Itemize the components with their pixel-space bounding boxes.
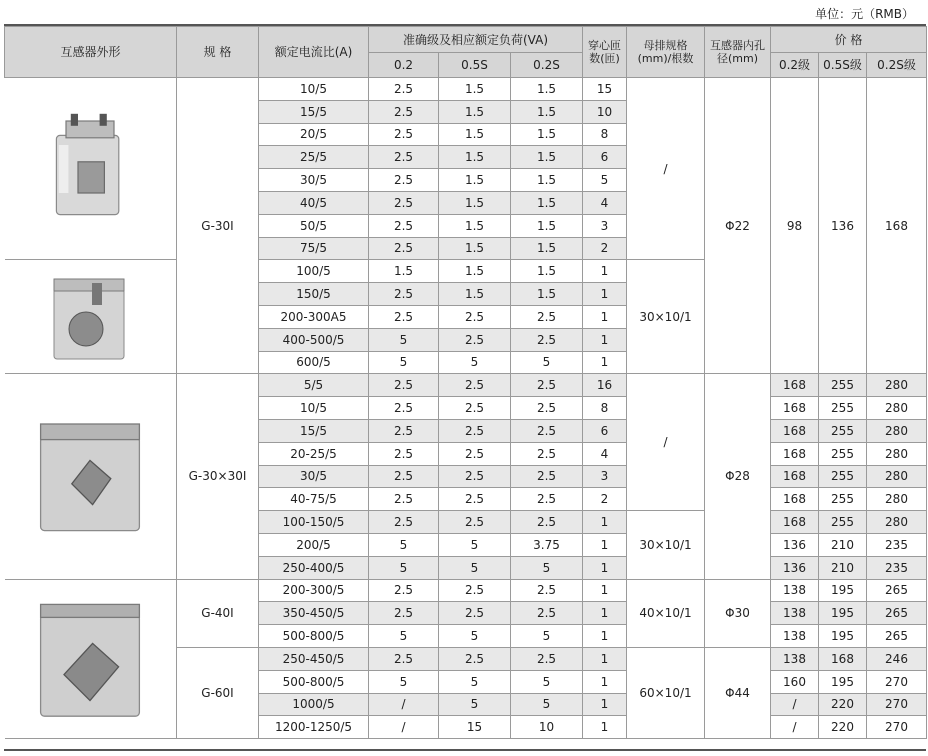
accuracy-0.5s-cell: 2.5 xyxy=(439,488,511,511)
price-0.2-cell: 138 xyxy=(771,579,819,602)
price-0.2-cell: 168 xyxy=(771,374,819,397)
accuracy-0.5s-cell: 1.5 xyxy=(439,78,511,101)
accuracy-0.2-cell: 2.5 xyxy=(369,579,439,602)
accuracy-0.5s-cell: 1.5 xyxy=(439,169,511,192)
turns-cell: 10 xyxy=(583,100,627,123)
accuracy-0.2-cell: 2.5 xyxy=(369,146,439,169)
header-bore: 互感器内孔径(mm) xyxy=(705,27,771,78)
accuracy-0.2-cell: 2.5 xyxy=(369,442,439,465)
accuracy-0.5s-cell: 2.5 xyxy=(439,647,511,670)
accuracy-0.2-cell: 2.5 xyxy=(369,100,439,123)
turns-cell: 1 xyxy=(583,305,627,328)
price-0.2s-cell: 265 xyxy=(867,625,927,648)
accuracy-0.5s-cell: 2.5 xyxy=(439,602,511,625)
price-0.2s-cell: 265 xyxy=(867,579,927,602)
accuracy-0.2s-cell: 3.75 xyxy=(511,533,583,556)
price-0.2s-cell: 235 xyxy=(867,533,927,556)
ratio-cell: 100-150/5 xyxy=(259,511,369,534)
price-0.5s-cell: 255 xyxy=(819,442,867,465)
busbar-cell: 60×10/1 xyxy=(627,647,705,738)
turns-cell: 1 xyxy=(583,670,627,693)
accuracy-0.2-cell: 2.5 xyxy=(369,511,439,534)
header-acc-0.2: 0.2 xyxy=(369,53,439,78)
turns-cell: 6 xyxy=(583,146,627,169)
turns-cell: 1 xyxy=(583,647,627,670)
accuracy-0.2s-cell: 2.5 xyxy=(511,328,583,351)
bore-cell: Φ22 xyxy=(705,78,771,374)
accuracy-0.2s-cell: 1.5 xyxy=(511,123,583,146)
current-transformer-large-window-icon xyxy=(25,589,155,729)
accuracy-0.2s-cell: 1.5 xyxy=(511,191,583,214)
price-0.2-cell: 168 xyxy=(771,442,819,465)
accuracy-0.2-cell: 2.5 xyxy=(369,397,439,420)
ratio-cell: 400-500/5 xyxy=(259,328,369,351)
accuracy-0.2s-cell: 2.5 xyxy=(511,602,583,625)
price-0.2s-cell: 235 xyxy=(867,556,927,579)
model-cell: G-30×30I xyxy=(177,374,259,579)
accuracy-0.2s-cell: 2.5 xyxy=(511,511,583,534)
price-0.2s-cell: 168 xyxy=(867,78,927,374)
accuracy-0.2s-cell: 1.5 xyxy=(511,237,583,260)
accuracy-0.2s-cell: 1.5 xyxy=(511,100,583,123)
accuracy-0.2-cell: 2.5 xyxy=(369,78,439,101)
accuracy-0.2-cell: 2.5 xyxy=(369,647,439,670)
price-0.2-cell: 168 xyxy=(771,465,819,488)
price-0.2s-cell: 246 xyxy=(867,647,927,670)
accuracy-0.2-cell: 5 xyxy=(369,670,439,693)
accuracy-0.2s-cell: 1.5 xyxy=(511,169,583,192)
accuracy-0.2-cell: 5 xyxy=(369,625,439,648)
header-price-0.2: 0.2级 xyxy=(771,53,819,78)
price-0.5s-cell: 136 xyxy=(819,78,867,374)
current-transformer-square-window-icon xyxy=(25,391,155,561)
price-0.5s-cell: 210 xyxy=(819,533,867,556)
accuracy-0.2s-cell: 2.5 xyxy=(511,374,583,397)
turns-cell: 4 xyxy=(583,191,627,214)
ratio-cell: 500-800/5 xyxy=(259,625,369,648)
accuracy-0.2-cell: 5 xyxy=(369,556,439,579)
accuracy-0.2-cell: 2.5 xyxy=(369,283,439,306)
accuracy-0.2s-cell: 1.5 xyxy=(511,214,583,237)
header-turns: 穿心匝数(匝) xyxy=(583,27,627,78)
accuracy-0.2s-cell: 5 xyxy=(511,556,583,579)
price-0.2s-cell: 270 xyxy=(867,693,927,716)
price-0.2s-cell: 280 xyxy=(867,397,927,420)
ratio-cell: 30/5 xyxy=(259,465,369,488)
header-price-0.2s: 0.2S级 xyxy=(867,53,927,78)
price-0.5s-cell: 255 xyxy=(819,397,867,420)
ratio-cell: 10/5 xyxy=(259,397,369,420)
turns-cell: 1 xyxy=(583,511,627,534)
ratio-cell: 15/5 xyxy=(259,100,369,123)
ratio-cell: 20/5 xyxy=(259,123,369,146)
turns-cell: 8 xyxy=(583,397,627,420)
spec-price-table xyxy=(4,26,927,739)
photo-cell xyxy=(5,260,177,374)
ratio-cell: 25/5 xyxy=(259,146,369,169)
price-0.2s-cell: 280 xyxy=(867,442,927,465)
price-0.5s-cell: 255 xyxy=(819,419,867,442)
header-price-group: 价 格 xyxy=(771,27,927,53)
bore-cell: Φ28 xyxy=(705,374,771,579)
header-acc-0.2s: 0.2S xyxy=(511,53,583,78)
table-row xyxy=(5,374,927,397)
ratio-cell: 30/5 xyxy=(259,169,369,192)
price-0.2s-cell: 280 xyxy=(867,374,927,397)
price-0.5s-cell: 255 xyxy=(819,374,867,397)
turns-cell: 3 xyxy=(583,465,627,488)
accuracy-0.5s-cell: 1.5 xyxy=(439,237,511,260)
header-acc-0.5s: 0.5S xyxy=(439,53,511,78)
ratio-cell: 75/5 xyxy=(259,237,369,260)
turns-cell: 5 xyxy=(583,169,627,192)
accuracy-0.2-cell: 2.5 xyxy=(369,374,439,397)
price-0.2-cell: 138 xyxy=(771,647,819,670)
accuracy-0.5s-cell: 1.5 xyxy=(439,260,511,283)
accuracy-0.2s-cell: 2.5 xyxy=(511,397,583,420)
accuracy-0.5s-cell: 5 xyxy=(439,556,511,579)
accuracy-0.5s-cell: 1.5 xyxy=(439,283,511,306)
accuracy-0.5s-cell: 2.5 xyxy=(439,465,511,488)
accuracy-0.2-cell: 2.5 xyxy=(369,488,439,511)
accuracy-0.2s-cell: 5 xyxy=(511,351,583,374)
price-0.5s-cell: 195 xyxy=(819,579,867,602)
price-0.2s-cell: 280 xyxy=(867,488,927,511)
price-0.2s-cell: 280 xyxy=(867,465,927,488)
price-0.2-cell: / xyxy=(771,716,819,739)
ratio-cell: 150/5 xyxy=(259,283,369,306)
price-0.2-cell: 160 xyxy=(771,670,819,693)
accuracy-0.2-cell: 2.5 xyxy=(369,123,439,146)
accuracy-0.2-cell: 1.5 xyxy=(369,260,439,283)
turns-cell: 1 xyxy=(583,328,627,351)
accuracy-0.2s-cell: 5 xyxy=(511,693,583,716)
turns-cell: 16 xyxy=(583,374,627,397)
price-0.2s-cell: 270 xyxy=(867,670,927,693)
photo-cell xyxy=(5,374,177,579)
turns-cell: 1 xyxy=(583,283,627,306)
accuracy-0.5s-cell: 1.5 xyxy=(439,191,511,214)
price-0.2-cell: 168 xyxy=(771,511,819,534)
accuracy-0.2-cell: 2.5 xyxy=(369,465,439,488)
price-0.2s-cell: 265 xyxy=(867,602,927,625)
turns-cell: 1 xyxy=(583,716,627,739)
ratio-cell: 600/5 xyxy=(259,351,369,374)
price-0.5s-cell: 195 xyxy=(819,625,867,648)
ratio-cell: 100/5 xyxy=(259,260,369,283)
header-ratio: 额定电流比(A) xyxy=(259,27,369,78)
price-0.5s-cell: 220 xyxy=(819,693,867,716)
header-accuracy-group: 准确级及相应额定负荷(VA) xyxy=(369,27,583,53)
accuracy-0.5s-cell: 5 xyxy=(439,670,511,693)
accuracy-0.2-cell: 5 xyxy=(369,328,439,351)
turns-cell: 2 xyxy=(583,237,627,260)
turns-cell: 1 xyxy=(583,579,627,602)
accuracy-0.2s-cell: 2.5 xyxy=(511,305,583,328)
ratio-cell: 200-300A5 xyxy=(259,305,369,328)
accuracy-0.2-cell: / xyxy=(369,716,439,739)
accuracy-0.2s-cell: 2.5 xyxy=(511,647,583,670)
turns-cell: 8 xyxy=(583,123,627,146)
price-0.2-cell: / xyxy=(771,693,819,716)
price-0.5s-cell: 168 xyxy=(819,647,867,670)
accuracy-0.2-cell: 5 xyxy=(369,533,439,556)
ratio-cell: 10/5 xyxy=(259,78,369,101)
current-transformer-small-icon xyxy=(30,94,150,244)
busbar-cell: 30×10/1 xyxy=(627,511,705,579)
ratio-cell: 15/5 xyxy=(259,419,369,442)
price-0.2-cell: 136 xyxy=(771,533,819,556)
table-header xyxy=(5,27,927,78)
price-0.2-cell: 136 xyxy=(771,556,819,579)
ratio-cell: 250-400/5 xyxy=(259,556,369,579)
accuracy-0.2s-cell: 1.5 xyxy=(511,260,583,283)
ratio-cell: 5/5 xyxy=(259,374,369,397)
header-price-0.5s: 0.5S级 xyxy=(819,53,867,78)
accuracy-0.2-cell: 2.5 xyxy=(369,237,439,260)
price-0.2-cell: 168 xyxy=(771,419,819,442)
header-shape: 互感器外形 xyxy=(5,27,177,78)
price-0.2-cell: 168 xyxy=(771,397,819,420)
accuracy-0.2-cell: 5 xyxy=(369,351,439,374)
busbar-cell: 40×10/1 xyxy=(627,579,705,647)
turns-cell: 1 xyxy=(583,260,627,283)
turns-cell: 1 xyxy=(583,351,627,374)
unit-label: 单位：元（RMB） xyxy=(815,7,914,21)
accuracy-0.5s-cell: 2.5 xyxy=(439,305,511,328)
accuracy-0.5s-cell: 2.5 xyxy=(439,397,511,420)
accuracy-0.2-cell: 2.5 xyxy=(369,602,439,625)
accuracy-0.2s-cell: 2.5 xyxy=(511,488,583,511)
accuracy-0.2s-cell: 2.5 xyxy=(511,579,583,602)
ratio-cell: 40-75/5 xyxy=(259,488,369,511)
accuracy-0.2s-cell: 10 xyxy=(511,716,583,739)
accuracy-0.5s-cell: 15 xyxy=(439,716,511,739)
turns-cell: 1 xyxy=(583,625,627,648)
accuracy-0.2-cell: 2.5 xyxy=(369,305,439,328)
price-0.5s-cell: 195 xyxy=(819,670,867,693)
accuracy-0.2s-cell: 1.5 xyxy=(511,146,583,169)
accuracy-0.2-cell: / xyxy=(369,693,439,716)
price-0.5s-cell: 255 xyxy=(819,488,867,511)
ratio-cell: 20-25/5 xyxy=(259,442,369,465)
accuracy-0.5s-cell: 5 xyxy=(439,693,511,716)
accuracy-0.5s-cell: 2.5 xyxy=(439,442,511,465)
turns-cell: 2 xyxy=(583,488,627,511)
ratio-cell: 200/5 xyxy=(259,533,369,556)
accuracy-0.5s-cell: 1.5 xyxy=(439,123,511,146)
turns-cell: 1 xyxy=(583,602,627,625)
table-row xyxy=(5,78,927,101)
table-body xyxy=(5,78,927,739)
accuracy-0.2s-cell: 2.5 xyxy=(511,419,583,442)
table-row xyxy=(5,579,927,602)
ratio-cell: 1000/5 xyxy=(259,693,369,716)
price-0.2-cell: 138 xyxy=(771,625,819,648)
header-model: 规 格 xyxy=(177,27,259,78)
accuracy-0.2s-cell: 2.5 xyxy=(511,465,583,488)
model-cell: G-30I xyxy=(177,78,259,374)
price-0.2s-cell: 280 xyxy=(867,511,927,534)
accuracy-0.2-cell: 2.5 xyxy=(369,191,439,214)
price-0.2-cell: 168 xyxy=(771,488,819,511)
accuracy-0.5s-cell: 5 xyxy=(439,533,511,556)
accuracy-0.2s-cell: 5 xyxy=(511,625,583,648)
model-cell: G-60I xyxy=(177,647,259,738)
price-0.5s-cell: 195 xyxy=(819,602,867,625)
accuracy-0.2s-cell: 5 xyxy=(511,670,583,693)
turns-cell: 15 xyxy=(583,78,627,101)
ratio-cell: 40/5 xyxy=(259,191,369,214)
header-busbar: 母排规格(mm)/根数 xyxy=(627,27,705,78)
accuracy-0.2s-cell: 1.5 xyxy=(511,283,583,306)
price-0.2s-cell: 270 xyxy=(867,716,927,739)
ratio-cell: 500-800/5 xyxy=(259,670,369,693)
price-0.2-cell: 138 xyxy=(771,602,819,625)
turns-cell: 1 xyxy=(583,556,627,579)
busbar-cell: / xyxy=(627,374,705,511)
photo-cell xyxy=(5,78,177,260)
accuracy-0.5s-cell: 2.5 xyxy=(439,374,511,397)
price-0.2-cell: 98 xyxy=(771,78,819,374)
ratio-cell: 50/5 xyxy=(259,214,369,237)
ratio-cell: 250-450/5 xyxy=(259,647,369,670)
accuracy-0.5s-cell: 1.5 xyxy=(439,100,511,123)
busbar-cell: 30×10/1 xyxy=(627,260,705,374)
ratio-cell: 350-450/5 xyxy=(259,602,369,625)
accuracy-0.5s-cell: 2.5 xyxy=(439,419,511,442)
turns-cell: 3 xyxy=(583,214,627,237)
price-0.5s-cell: 220 xyxy=(819,716,867,739)
busbar-cell: / xyxy=(627,78,705,260)
photo-cell xyxy=(5,579,177,739)
turns-cell: 4 xyxy=(583,442,627,465)
price-0.5s-cell: 255 xyxy=(819,511,867,534)
bore-cell: Φ30 xyxy=(705,579,771,647)
accuracy-0.5s-cell: 2.5 xyxy=(439,511,511,534)
turns-cell: 1 xyxy=(583,693,627,716)
ratio-cell: 200-300/5 xyxy=(259,579,369,602)
price-0.2s-cell: 280 xyxy=(867,419,927,442)
accuracy-0.2-cell: 2.5 xyxy=(369,214,439,237)
accuracy-0.5s-cell: 1.5 xyxy=(439,214,511,237)
accuracy-0.5s-cell: 5 xyxy=(439,351,511,374)
accuracy-0.2-cell: 2.5 xyxy=(369,419,439,442)
turns-cell: 6 xyxy=(583,419,627,442)
price-0.5s-cell: 255 xyxy=(819,465,867,488)
accuracy-0.2-cell: 2.5 xyxy=(369,169,439,192)
accuracy-0.2s-cell: 2.5 xyxy=(511,442,583,465)
price-0.5s-cell: 210 xyxy=(819,556,867,579)
accuracy-0.5s-cell: 5 xyxy=(439,625,511,648)
accuracy-0.2s-cell: 1.5 xyxy=(511,78,583,101)
current-transformer-round-window-icon xyxy=(30,267,150,367)
bore-cell: Φ44 xyxy=(705,647,771,738)
accuracy-0.5s-cell: 2.5 xyxy=(439,579,511,602)
turns-cell: 1 xyxy=(583,533,627,556)
model-cell: G-40I xyxy=(177,579,259,647)
accuracy-0.5s-cell: 2.5 xyxy=(439,328,511,351)
accuracy-0.5s-cell: 1.5 xyxy=(439,146,511,169)
ratio-cell: 1200-1250/5 xyxy=(259,716,369,739)
bottom-rule xyxy=(4,749,926,751)
